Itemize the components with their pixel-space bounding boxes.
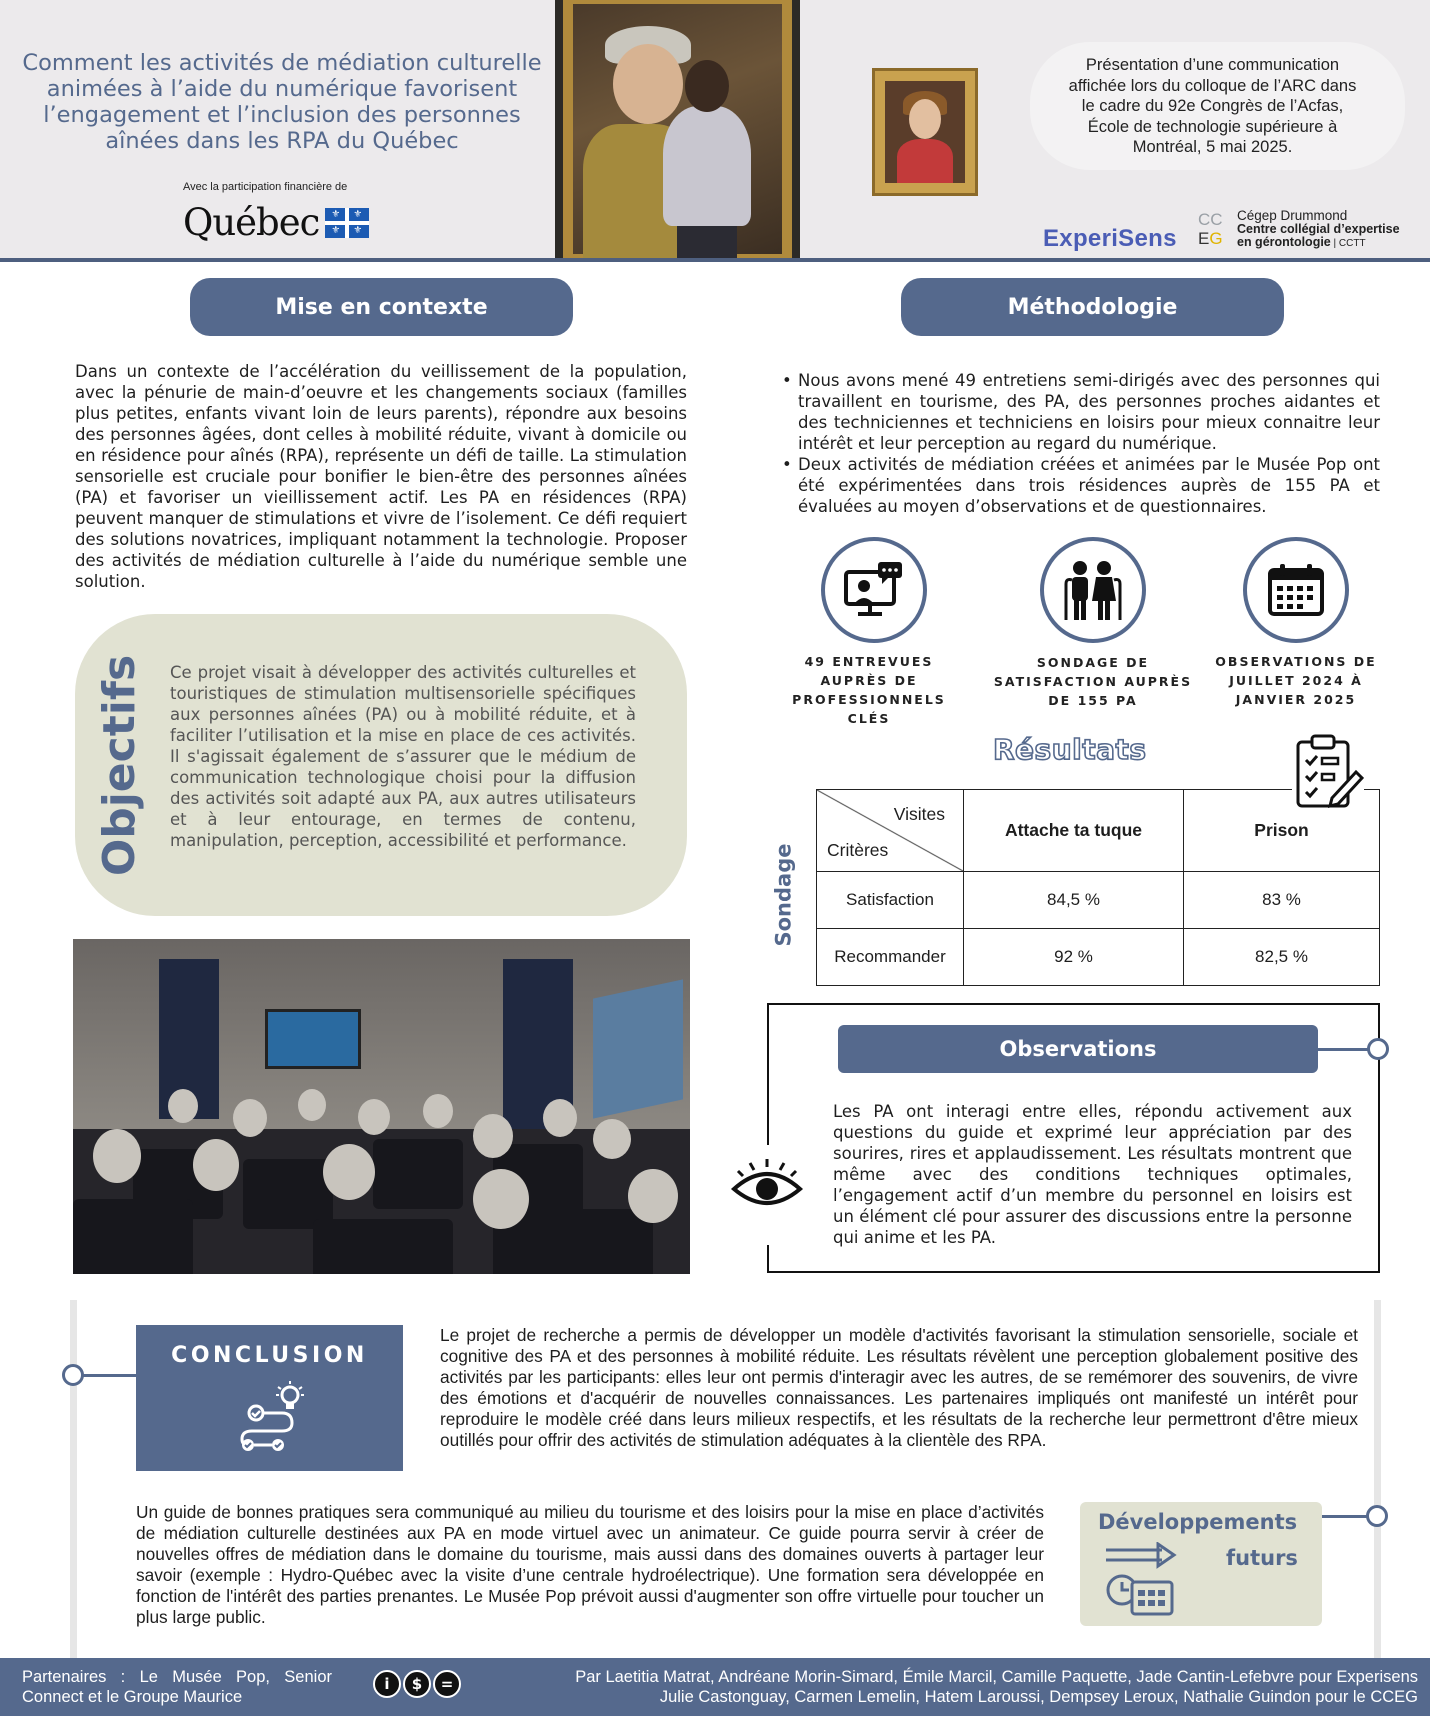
- stat-caption: SONDAGE DE SATISFACTION AUPRÈS DE 155 PA: [993, 655, 1193, 708]
- observations-heading: Observations: [838, 1025, 1318, 1073]
- clipboard-checklist-icon: [1292, 732, 1364, 812]
- table-cell: 92 %: [964, 929, 1184, 986]
- developpements-heading: Développements: [1098, 1510, 1298, 1534]
- cc-by-icon: i: [373, 1670, 401, 1698]
- connector-dot: [62, 1364, 84, 1386]
- tv-screen: [265, 1009, 361, 1069]
- column-header: Prison: [1184, 790, 1380, 872]
- stat-caption: 49 ENTREVUES AUPRÈS DE PROFESSIONNELS CLÉS: [792, 654, 946, 726]
- resultats-heading: Résultats: [993, 733, 1147, 766]
- presentation-note: Présentation d’une communication affichée lors du colloque de l’ARC dans le cadre du 92e Congrès de l’Acfas, École de technologie supérieure à Montréal, 5 mai 2025.: [1068, 56, 1357, 156]
- partners-text: Partenaires : Le Musée Pop, Senior Connect et le Groupe Maurice: [22, 1668, 332, 1706]
- museum-photo: [555, 0, 800, 262]
- timeline-bar: [1374, 1300, 1381, 1660]
- table-corner-cell: [817, 790, 964, 872]
- row-label: Recommander: [817, 929, 964, 986]
- timeline-bar: [70, 1300, 77, 1660]
- poster-header: [0, 0, 1430, 262]
- methodologie-bullet: • Nous avons mené 49 entretiens semi-dirigés avec des personnes qui travaillent en tourisme, des PA, des personnes proches aidantes et des techniciennes et techniciens en loisirs pour mieux connaitre leur intérêt et leur perception au regard du numérique.: [782, 370, 1380, 454]
- results-table: [816, 789, 1380, 986]
- visitor-figure: [655, 60, 759, 262]
- corner-criteres: Critères: [827, 840, 889, 860]
- connector-dot: [1366, 1505, 1388, 1527]
- creative-commons-badge: [373, 1670, 461, 1698]
- quebec-logo-text: Québec: [183, 201, 320, 244]
- cc-nd-icon: =: [433, 1670, 461, 1698]
- poster-title: Comment les activités de médiation culturelle animées à l’aide du numérique favorisent l’engagement et l’inclusion des personnes aînées dans les RPA du Québec: [22, 50, 542, 154]
- connector-dot: [1367, 1038, 1389, 1060]
- conclusion-text: Le projet de recherche a permis de développer un modèle d'activités favorisant la stimulation sensorielle, sociale et cognitive des PA et des personnes à mobilité réduite. Les résultats révèlent une perception globalement positive des activités par les participants: elles leur ont permis d'interagir avec les autres, de se remémorer des souvenirs, de vivre des émotions et d'acquérir de nouvelles connaissances. Les partenaires impliqués ont manifesté un intérêt pour reproduire le modèle créé dans leurs milieux respectifs, et les résultats de la recherche leur permettront d'être mieux outillés pour offrir des activités de stimulation adéquates à la clientèle des RPA.: [440, 1325, 1358, 1450]
- quebec-logo: [183, 203, 369, 243]
- small-portrait-painting: [872, 68, 978, 196]
- contexte-heading: Mise en contexte: [190, 278, 573, 336]
- table-cell: 83 %: [1184, 872, 1380, 929]
- table-cell: 82,5 %: [1184, 929, 1380, 986]
- authors-experisens: Par Laetitia Matrat, Andréane Morin-Simard, Émile Marcil, Camille Paquette, Jade Cantin-Lefebvre pour Experisens: [575, 1668, 1418, 1686]
- connector-line: [1318, 1048, 1368, 1051]
- experisens-logo: ExperiSens: [1043, 225, 1177, 252]
- process-idea-icon: [234, 1381, 306, 1453]
- row-label: Satisfaction: [817, 872, 964, 929]
- eye-icon: [730, 1155, 804, 1223]
- corner-visites: Visites: [893, 804, 945, 824]
- cceg-logo-text: Cégep Drummond Centre collégial d’expertise en gérontologie | CCTT: [1237, 208, 1400, 249]
- funding-note: Avec la participation financière de: [183, 181, 348, 193]
- quebec-flag-icon: ⚜ ⚜ ⚜ ⚜: [325, 208, 369, 238]
- column-header: Attache ta tuque: [964, 790, 1184, 872]
- schedule-arrow-icon: [1102, 1542, 1182, 1618]
- table-cell: 84,5 %: [964, 872, 1184, 929]
- methodologie-bullet: • Deux activités de médiation créées et animées par le Musée Pop ont été expérimentées dans trois résidences auprès de 155 PA et évaluées au moyen d’observations et de questionnaires.: [782, 454, 1380, 517]
- observations-text: Les PA ont interagi entre elles, répondu activement aux questions du guide et exprimé leur appréciation par des sourires, rires et applaudissement. Les résultats montrent que même avec des conditions techniques optimales, l’engagement actif d’un membre du personnel en loisirs est un élément clé pour assurer des discussions entre la personne qui anime et les PA.: [833, 1102, 1352, 1247]
- methodologie-heading: Méthodologie: [901, 278, 1284, 336]
- methodologie-list: [782, 370, 1380, 517]
- elderly-couple-icon: [1040, 537, 1146, 643]
- contexte-text: Dans un contexte de l’accélération du veillissement de la population, avec la pénurie de main-d’oeuvre et les changements sociaux (familles plus petites, enfants vivant loin de leurs parents), répondre aux besoins des personnes âgées, dont celles à mobilité réduite, vivant à domicile ou en résidence pour aînés (RPA), représente un défi de taille. La stimulation sensorielle est cruciale pour bonifier le bien-être des personnes aînées (PA) et favoriser un vieillissement actif. Les PA en résidences (RPA) peuvent manquer de stimulations et vivre de l’isolement. Ce défi requiert des solutions novatrices, impliquant notamment la technologie. Proposer des activités de médiation culturelle à l’aide du numérique semble une solution.: [75, 362, 687, 591]
- connector-line: [1322, 1515, 1368, 1518]
- developpements-text: Un guide de bonnes pratiques sera communiqué au milieu du tourisme et des loisirs pour la mise en place d’activités de médiation culturelle destinées aux PA en mode virtuel avec un animateur. Ce guide pourra servir à créer de nouvelles offres de médiation dans le domaine du tourisme, mais aussi dans des domaines ouverts à partager leur savoir (exemple : Hydro-Québec avec la visite d’une centrale hydroélectrique). Une formation sera développée en fonction de l'intérêt des parties prenantes. Le Musée Pop prévoit aussi d'augmenter son offre virtuelle pour toucher un plus large public.: [136, 1502, 1044, 1627]
- conclusion-heading: CONCLUSION: [171, 1343, 368, 1368]
- video-call-icon: [821, 537, 927, 643]
- cc-nc-icon: $: [403, 1670, 431, 1698]
- activity-photo: [73, 939, 690, 1274]
- objectifs-text: Ce projet visait à développer des activités culturelles et touristiques de stimulation multisensorielle spécifiques aux personnes aînées (PA) ou à mobilité réduite, et à faciliter l’utilisation et la mise en place de ces activités. Il s'agissait également de s’assurer que le médium de communication technologique choisi pour la diffusion des activités soit adapté aux PA, aux autres utilisateurs et à leur entourage, en termes de contenu, manipulation, perception, accessibilité et performance.: [170, 663, 636, 850]
- cceg-logo-mark: CC EG: [1198, 210, 1223, 248]
- stat-caption: OBSERVATIONS DE JUILLET 2024 À JANVIER 2025: [1215, 654, 1377, 707]
- calendar-icon: [1243, 537, 1349, 643]
- objectifs-heading: Objectifs: [94, 654, 146, 876]
- authors-cceg: Julie Castonguay, Carmen Lemelin, Hatem Laroussi, Dempsey Leroux, Nathalie Guindon pour le CCEG: [659, 1688, 1418, 1706]
- sondage-label: Sondage: [771, 843, 796, 947]
- developpements-heading-2: futurs: [1226, 1546, 1298, 1570]
- connector-line: [80, 1374, 136, 1377]
